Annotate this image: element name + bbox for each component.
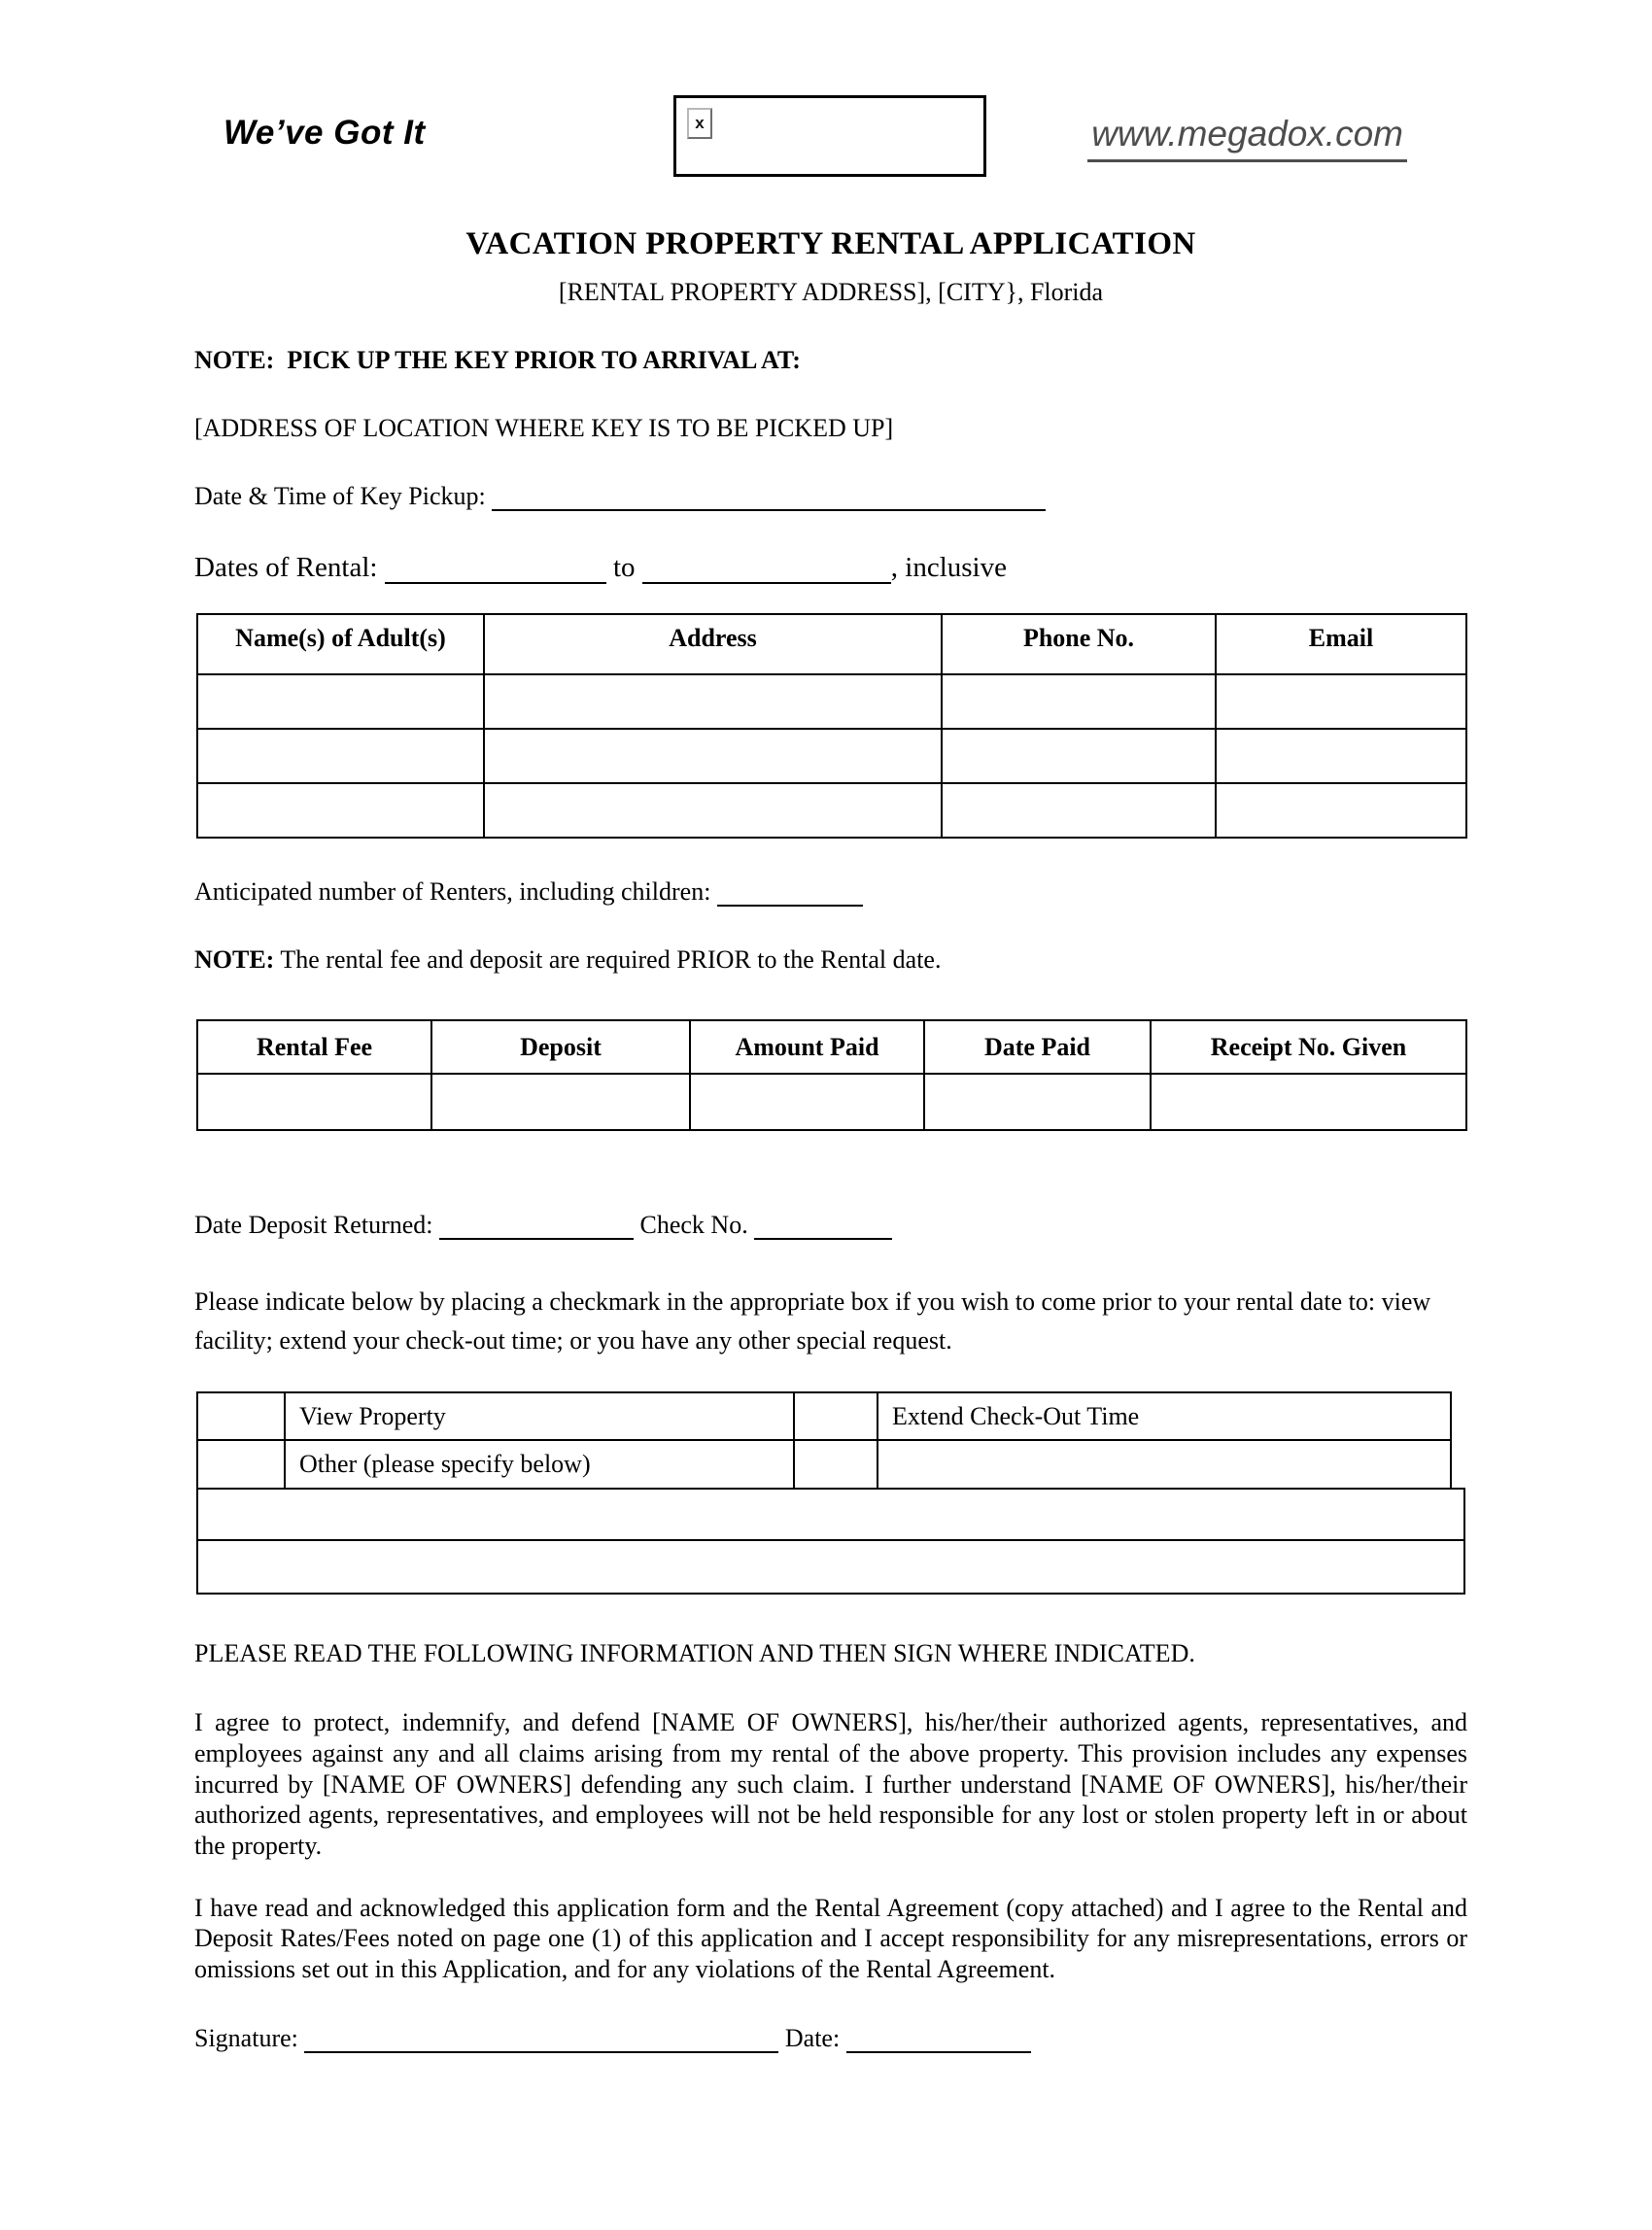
signature-row xyxy=(194,2024,1467,2053)
signature-date-field[interactable] xyxy=(846,2028,1031,2053)
rental-date-to-field[interactable] xyxy=(642,559,891,584)
key-pickup-datetime-row xyxy=(194,482,1467,511)
empty-label-cell xyxy=(878,1440,1451,1489)
table-row xyxy=(197,674,1466,729)
deposit-returned-row xyxy=(194,1211,1467,1240)
amount-paid-cell[interactable] xyxy=(690,1074,924,1130)
view-property-checkbox[interactable] xyxy=(197,1392,285,1440)
date-paid-cell[interactable] xyxy=(924,1074,1151,1130)
adult-phone-cell[interactable] xyxy=(942,729,1216,783)
adults-header-name: Name(s) of Adult(s) xyxy=(197,614,484,674)
adult-phone-cell[interactable] xyxy=(942,783,1216,838)
adults-header-address: Address xyxy=(484,614,942,674)
special-request-table xyxy=(196,1391,1452,1490)
fee-note xyxy=(194,945,1467,975)
extend-checkout-checkbox[interactable] xyxy=(794,1392,878,1440)
spare-checkbox-cell[interactable] xyxy=(794,1440,878,1489)
rental-dates-label: Dates of Rental: xyxy=(194,552,378,583)
adult-name-cell[interactable] xyxy=(197,674,484,729)
adult-name-cell[interactable] xyxy=(197,783,484,838)
property-address-placeholder: [RENTAL PROPERTY ADDRESS], [CITY}, Florida xyxy=(558,278,1104,306)
adults-table-header-row xyxy=(197,614,1466,674)
page-header xyxy=(194,92,1467,182)
indemnity-paragraph: I agree to protect, indemnify, and defend [NAME OF OWNERS], his/her/their authorized agents, representatives, and employees against any and all claims arising from my rental of the above property. This provision includes any expenses incurred by [NAME OF OWNERS] defending any such claim. I further understand [NAME OF OWNERS], his/her/their authorized agents, representatives, and employees will not be held responsible for any lost or stolen property left in or about the property. xyxy=(194,1708,1467,1860)
adult-name-cell[interactable] xyxy=(197,729,484,783)
page-title: VACATION PROPERTY RENTAL APPLICATION xyxy=(465,226,1196,261)
rental-dates-to-label: to xyxy=(612,552,636,583)
date-label: Date: xyxy=(784,2023,841,2052)
table-row xyxy=(197,1392,1451,1440)
renters-count-label: Anticipated number of Renters, including children: xyxy=(194,877,711,906)
adult-phone-cell[interactable] xyxy=(942,674,1216,729)
adult-address-cell[interactable] xyxy=(484,674,942,729)
fees-header-rental-fee: Rental Fee xyxy=(197,1020,431,1074)
fees-table-header-row xyxy=(197,1020,1466,1074)
adults-header-email: Email xyxy=(1216,614,1466,674)
key-pickup-datetime-field[interactable] xyxy=(492,486,1046,511)
other-request-details-field[interactable] xyxy=(196,1539,1465,1595)
fees-header-amount-paid: Amount Paid xyxy=(690,1020,924,1074)
adults-header-phone: Phone No. xyxy=(942,614,1216,674)
rental-dates-inclusive-label: , inclusive xyxy=(890,552,1007,583)
fee-note-text: The rental fee and deposit are required PRIOR to the Rental date. xyxy=(274,945,942,974)
renters-count-field[interactable] xyxy=(717,881,863,907)
key-pickup-address-placeholder: [ADDRESS OF LOCATION WHERE KEY IS TO BE PICKED UP] xyxy=(194,414,894,442)
deposit-returned-date-field[interactable] xyxy=(439,1215,634,1240)
receipt-no-cell[interactable] xyxy=(1151,1074,1466,1130)
rental-dates-row xyxy=(194,552,1467,584)
deposit-cell[interactable] xyxy=(431,1074,690,1130)
fees-header-receipt-no: Receipt No. Given xyxy=(1151,1020,1466,1074)
key-pickup-note: NOTE: PICK UP THE KEY PRIOR TO ARRIVAL AT: xyxy=(194,346,801,374)
fees-header-deposit: Deposit xyxy=(431,1020,690,1074)
website-link[interactable]: www.megadox.com xyxy=(1087,114,1407,162)
fee-note-bold: NOTE: xyxy=(194,945,275,974)
document-page xyxy=(194,92,1467,2053)
signature-field[interactable] xyxy=(304,2028,778,2053)
broken-image-icon: x xyxy=(687,108,712,139)
table-row xyxy=(197,1074,1466,1130)
deposit-returned-label: Date Deposit Returned: xyxy=(194,1211,433,1239)
table-row xyxy=(197,729,1466,783)
adult-address-cell[interactable] xyxy=(484,783,942,838)
table-row xyxy=(197,1440,1451,1489)
other-request-checkbox[interactable] xyxy=(197,1440,285,1489)
logo-image-placeholder xyxy=(673,95,986,177)
check-no-label: Check No. xyxy=(639,1211,748,1239)
view-property-label: View Property xyxy=(285,1392,794,1440)
signature-label: Signature: xyxy=(194,2023,298,2052)
adult-email-cell[interactable] xyxy=(1216,783,1466,838)
acknowledgement-paragraph: I have read and acknowledged this application form and the Rental Agreement (copy attached) and I agree to the Rental and Deposit Rates/Fees noted on page one (1) of this application and I accept responsibility for any misrepresentations, errors or omissions set out in this Application, and for any violations of the Rental Agreement. xyxy=(194,1893,1467,1984)
other-request-label: Other (please specify below) xyxy=(285,1440,794,1489)
check-no-field[interactable] xyxy=(754,1215,892,1240)
checkbox-intro-paragraph: Please indicate below by placing a checkmark in the appropriate box if you wish to come prior to your rental date to: view facility; extend your check-out time; or you have any other special request. xyxy=(194,1287,1431,1355)
rental-date-from-field[interactable] xyxy=(385,559,606,584)
fees-table xyxy=(196,1019,1467,1131)
key-pickup-datetime-label: Date & Time of Key Pickup: xyxy=(194,482,486,510)
renters-count-row xyxy=(194,877,1467,907)
other-request-details-field[interactable] xyxy=(196,1488,1465,1541)
company-logo-text: We’ve Got It xyxy=(224,114,426,152)
adults-table xyxy=(196,613,1467,839)
adult-email-cell[interactable] xyxy=(1216,674,1466,729)
rental-fee-cell[interactable] xyxy=(197,1074,431,1130)
fees-header-date-paid: Date Paid xyxy=(924,1020,1151,1074)
extend-checkout-label: Extend Check-Out Time xyxy=(878,1392,1451,1440)
table-row xyxy=(197,783,1466,838)
adult-email-cell[interactable] xyxy=(1216,729,1466,783)
sign-instruction: PLEASE READ THE FOLLOWING INFORMATION AND THEN SIGN WHERE INDICATED. xyxy=(194,1639,1195,1668)
adult-address-cell[interactable] xyxy=(484,729,942,783)
